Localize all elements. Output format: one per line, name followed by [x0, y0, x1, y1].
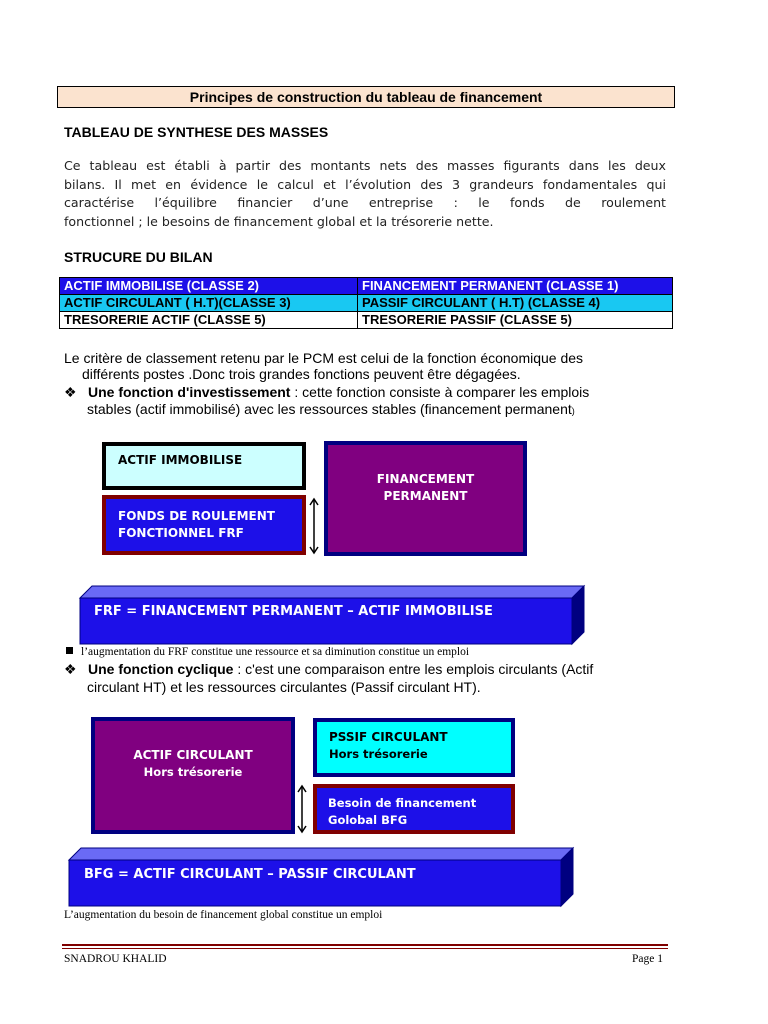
pc-line-2: Hors trésorerie [329, 747, 428, 761]
cyclique-rest: : c'est une comparaison entre les emplois circulants (Actif [233, 661, 594, 677]
synthese-line-3: caractérise l’équilibre financier d’une entreprise : le fonds de roulement [64, 195, 666, 210]
double-arrow-icon [294, 784, 310, 834]
footer-divider-thin [62, 948, 668, 949]
frf-note [66, 646, 469, 658]
invest-bold: Une fonction d'investissement [88, 384, 291, 400]
bfg-line-2: Golobal BFG [328, 813, 408, 827]
double-arrow-icon [306, 497, 322, 555]
cyclique-item [64, 661, 593, 678]
table-cell: ACTIF CIRCULANT ( H.T)(CLASSE 3) [60, 295, 358, 312]
bfg-note: L’augmentation du besoin de financement global constitue un emploi [64, 909, 383, 921]
bilan-table [59, 277, 673, 329]
footer-author: SNADROU KHALID [64, 953, 167, 965]
fp-line-2: PERMANENT [383, 489, 468, 503]
frf-formula: FRF = FINANCEMENT PERMANENT – ACTIF IMMOBILISE [94, 604, 493, 619]
invest-paren: ) [571, 406, 575, 416]
diamond-bullet-icon: ❖ [64, 384, 77, 400]
frf-line-1: FONDS DE ROULEMENT [118, 509, 275, 523]
actif-immobilise-box [102, 442, 306, 490]
frf-box [102, 495, 306, 555]
synthese-line-1: Ce tableau est établi à partir des montants nets des masses figurants dans les deux [64, 158, 666, 173]
section-heading-synthese: TABLEAU DE SYNTHESE DES MASSES [64, 124, 329, 140]
table-cell: TRESORERIE ACTIF (CLASSE 5) [60, 312, 358, 329]
bfg-formula: BFG = ACTIF CIRCULANT – PASSIF CIRCULANT [84, 867, 416, 882]
footer-divider [62, 944, 668, 946]
table-row [60, 312, 673, 329]
page-title: Principes de construction du tableau de financement [57, 86, 675, 108]
table-cell: PASSIF CIRCULANT ( H.T) (CLASSE 4) [358, 295, 673, 312]
fp-line-1: FINANCEMENT [376, 472, 475, 486]
table-cell: ACTIF IMMOBILISE (CLASSE 2) [60, 278, 358, 295]
invest-rest: : cette fonction consiste à comparer les emplois [290, 384, 590, 400]
criteria-line-2: différents postes .Donc trois grandes fonctions peuvent être dégagées. [82, 366, 521, 382]
criteria-line-1: Le critère de classement retenu par le PCM est celui de la fonction économique des [64, 350, 584, 366]
invest-line-2 [87, 401, 575, 420]
table-cell: TRESORERIE PASSIF (CLASSE 5) [358, 312, 673, 329]
invest-item [64, 384, 589, 401]
bfg-box [313, 784, 515, 834]
invest-line-2-text: stables (actif immobilisé) avec les ressources stables (financement permanent [87, 401, 572, 417]
pc-line-1: PSSIF CIRCULANT [329, 730, 448, 744]
synthese-line-4: fonctionnel ; le besoins de financement global et la trésorerie nette. [64, 213, 494, 229]
ac-line-2: Hors trésorerie [143, 765, 243, 779]
footer-page-number: Page 1 [632, 953, 663, 965]
square-bullet-icon [66, 647, 73, 654]
passif-circulant-box [313, 718, 515, 777]
cyclique-bold: Une fonction cyclique [88, 661, 234, 677]
table-row [60, 278, 673, 295]
actif-immobilise-label: ACTIF IMMOBILISE [118, 453, 243, 467]
cyclique-line-2: circulant HT) et les ressources circulantes (Passif circulant HT). [87, 679, 481, 695]
financement-permanent-box [324, 441, 527, 556]
section-heading-bilan: STRUCURE DU BILAN [64, 249, 213, 265]
frf-line-2: FONCTIONNEL FRF [118, 526, 244, 540]
frf-note-text: l’augmentation du FRF constitue une ressource et sa diminution constitue un emploi [81, 646, 470, 658]
bfg-line-1: Besoin de financement [328, 796, 477, 810]
table-row [60, 295, 673, 312]
table-cell: FINANCEMENT PERMANENT (CLASSE 1) [358, 278, 673, 295]
synthese-paragraph [64, 157, 666, 231]
synthese-line-2: bilans. Il met en évidence le calcul et l’évolution des 3 grandeurs fondamentales qui [64, 176, 666, 192]
ac-line-1: ACTIF CIRCULANT [133, 748, 253, 762]
diamond-bullet-icon: ❖ [64, 661, 77, 677]
actif-circulant-box [91, 717, 295, 834]
